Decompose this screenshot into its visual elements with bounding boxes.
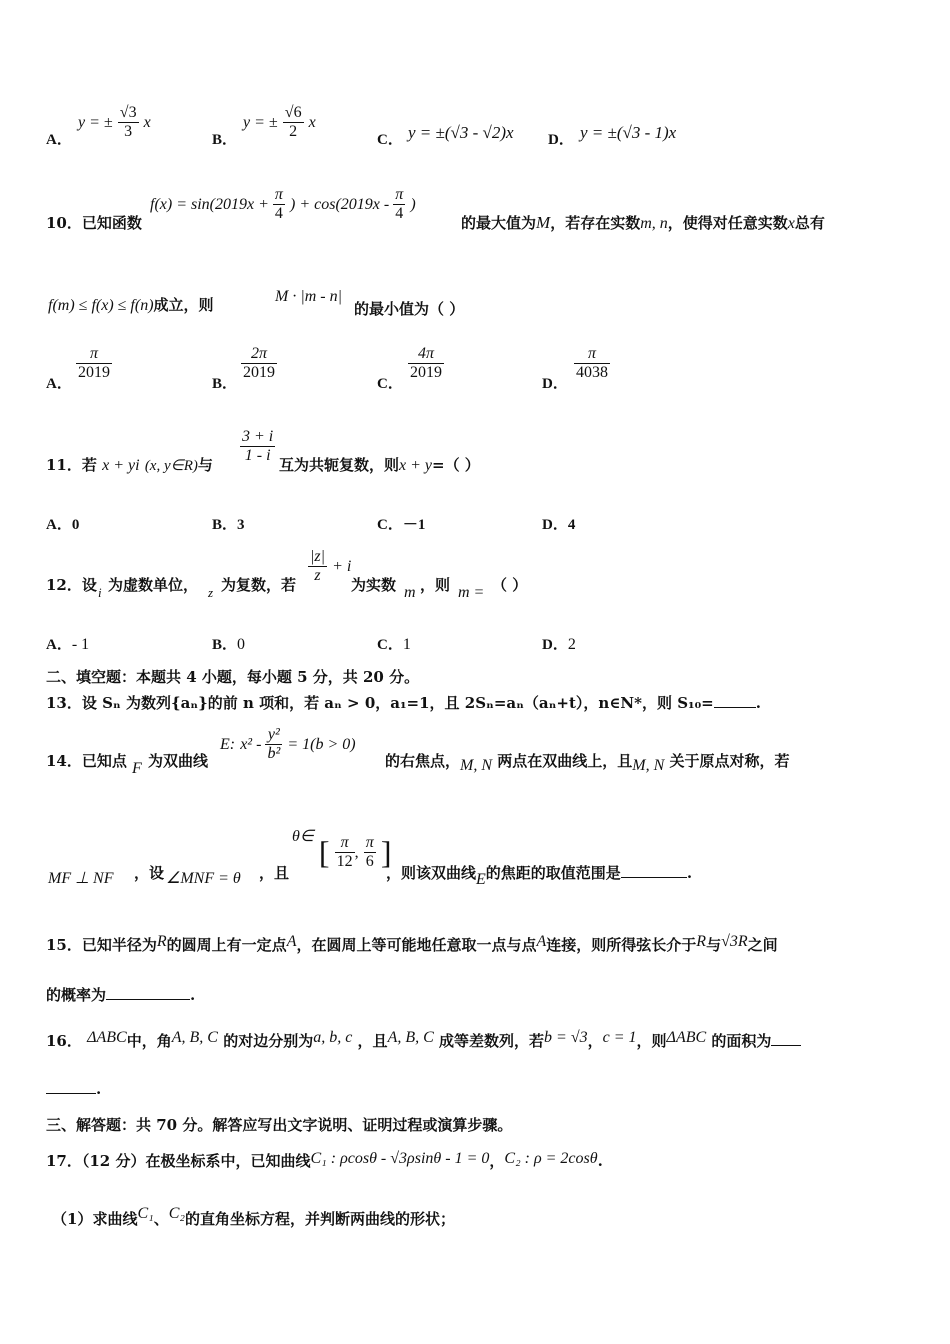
q12-text2: 为虚数单位，	[108, 576, 199, 594]
q14-text2: 为双曲线	[148, 752, 209, 770]
q11-fraction: $\frac{3 + i}{1 - i}$	[242, 428, 274, 464]
q10-function: f(x) = sin(2019x + $\frac{\pi}{4}$ ) + cos(2019x - $\frac{\pi}{4}$ )	[150, 186, 416, 222]
q15-line2: 的概率为 .	[46, 986, 196, 1004]
q14-line2-rest: ，则该双曲线E的焦距的取值范围是 .	[386, 864, 693, 888]
q10-option-b-value: $\frac{2\pi}{2019}$	[243, 345, 275, 381]
q12-text6: （ ）	[492, 576, 528, 594]
q16-answer-blank-part2[interactable]	[46, 1093, 96, 1094]
q15-number: 15．	[46, 936, 82, 954]
q14-text7: ，且	[259, 864, 290, 882]
q16-number: 16．	[46, 1032, 82, 1050]
q12-fraction: $\frac{|z|}{z}$ + i	[310, 548, 352, 584]
q14-text6: ，设	[134, 864, 165, 882]
q12-i: i	[98, 585, 102, 600]
q10-line1-rest: 的最大值为M，若存在实数m, n，使得对任意实数x总有	[461, 213, 825, 232]
q9-option-d-label: D．	[548, 132, 574, 148]
q14-perp: MF ⊥ NF	[48, 870, 114, 887]
q10-number: 10．	[46, 214, 82, 232]
q10-expr: M · |m - n|	[275, 288, 343, 305]
q12-number: 12．	[46, 576, 82, 594]
q11-option-d: D．4	[542, 517, 576, 533]
q12-option-b: B．0	[212, 636, 246, 653]
q13-number: 13．	[46, 694, 82, 712]
q17-part1: （1）求曲线C₁、C₂的直角坐标方程，并判断两曲线的形状；	[52, 1205, 455, 1228]
q11-option-b: B．3	[212, 517, 245, 533]
q17-number: 17．	[46, 1152, 82, 1170]
q12-text5: ，则	[420, 576, 451, 594]
q10-line2-end: 的最小值为（ ）	[354, 300, 465, 318]
q9-option-b-label: B．	[212, 132, 238, 148]
q10-line1: 10．已知函数	[46, 214, 142, 232]
q14-F: F	[132, 760, 142, 777]
q14-equation: E: x² - $\frac{\text{y²}}{\text{b²}}$ = 1(b > 0)	[220, 726, 356, 762]
q16-line1: 16． ΔABC中，角A, B, C 的对边分别为a, b, c ，且A, B, C 成等差数列，若b = √3，c = 1，则ΔABC 的面积为	[46, 1030, 801, 1051]
q15-answer-blank[interactable]	[106, 999, 190, 1000]
q10-option-a-label: A．	[46, 376, 72, 392]
q10-option-c-value: $\frac{4\pi}{2019}$	[410, 345, 442, 381]
q9-option-a-expr: y = ± $\frac{√3}{3}$ x	[78, 104, 151, 140]
section-fill-in-title: 二、填空题：本题共 4 小题，每小题 5 分，共 20 分。	[46, 668, 420, 686]
q13-answer-blank[interactable]	[714, 707, 756, 708]
q12-line-a: 12．设	[46, 576, 97, 594]
q14-line1-rest: 的右焦点，M, N 两点在双曲线上，且M, N 关于原点对称，若	[385, 752, 790, 774]
q11-line-rest: 互为共轭复数，则x + y=（ ）	[279, 456, 480, 474]
q14-interval: θ∈ [ $\frac{\pi}{12}$ , $\frac{\pi}{6}$ ]	[292, 828, 392, 870]
q14-answer-blank[interactable]	[621, 877, 687, 878]
q12-option-c: C．1	[377, 636, 411, 653]
q16-answer-blank-part1[interactable]	[771, 1045, 801, 1046]
q10-line2: f(m) ≤ f(x) ≤ f(n)成立，则	[48, 296, 214, 314]
q9-option-b-expr: y = ± $\frac{√6}{2}$ x	[243, 104, 316, 140]
q14-angle: ∠MNF = θ	[166, 870, 241, 887]
q11-option-a: A．0	[46, 517, 80, 533]
q10-option-d-value: $\frac{\pi}{4038}$	[576, 345, 608, 381]
q9-option-c-label: C．	[377, 132, 403, 148]
q15-line1: 15．已知半径为R的圆周上有一定点A，在圆周上等可能地任意取一点与点A连接，则所得弦长介于R与√3R之间	[46, 933, 778, 954]
q11-number: 11．	[46, 456, 82, 474]
q9-option-d-expr: y = ±(√3 - 1)x	[580, 123, 677, 142]
q12-m-eq: m =	[458, 584, 485, 601]
q10-option-b-label: B．	[212, 376, 238, 392]
q12-text3: 为复数，若	[221, 576, 297, 594]
q10-option-d-label: D．	[542, 376, 568, 392]
q16-line2: .	[46, 1080, 101, 1098]
q14-line1-a: 14．已知点	[46, 752, 127, 770]
q13-line: 13．设 Sₙ 为数列{aₙ}的前 n 项和，若 aₙ > 0，a₁=1，且 2Sₙ=aₙ（aₙ+t），n∈N*，则 S₁₀= .	[46, 694, 761, 712]
q12-text4: 为实数	[351, 576, 397, 594]
q14-number: 14．	[46, 752, 82, 770]
q11-option-c: C．－1	[377, 517, 426, 533]
section-answer-title: 三、解答题：共 70 分。解答应写出文字说明、证明过程或演算步骤。	[46, 1116, 513, 1134]
q9-option-c-expr: y = ±(√3 - √2)x	[408, 123, 514, 142]
q10-option-c-label: C．	[377, 376, 403, 392]
q12-option-d: D．2	[542, 636, 576, 653]
q12-option-a: A．- 1	[46, 636, 90, 653]
q12-z: z	[208, 585, 214, 600]
q17-line: 17．（12 分）在极坐标系中，已知曲线C₁ : ρcosθ - √3ρsinθ - 1 = 0，C₂ : ρ = 2cosθ.	[46, 1150, 603, 1170]
q9-option-a-label: A．	[46, 132, 72, 148]
q10-option-a-value: $\frac{\pi}{2019}$	[78, 345, 110, 381]
q11-line: 11．若 x + yi (x, y∈R)与	[46, 456, 213, 474]
q12-m: m	[404, 584, 416, 601]
